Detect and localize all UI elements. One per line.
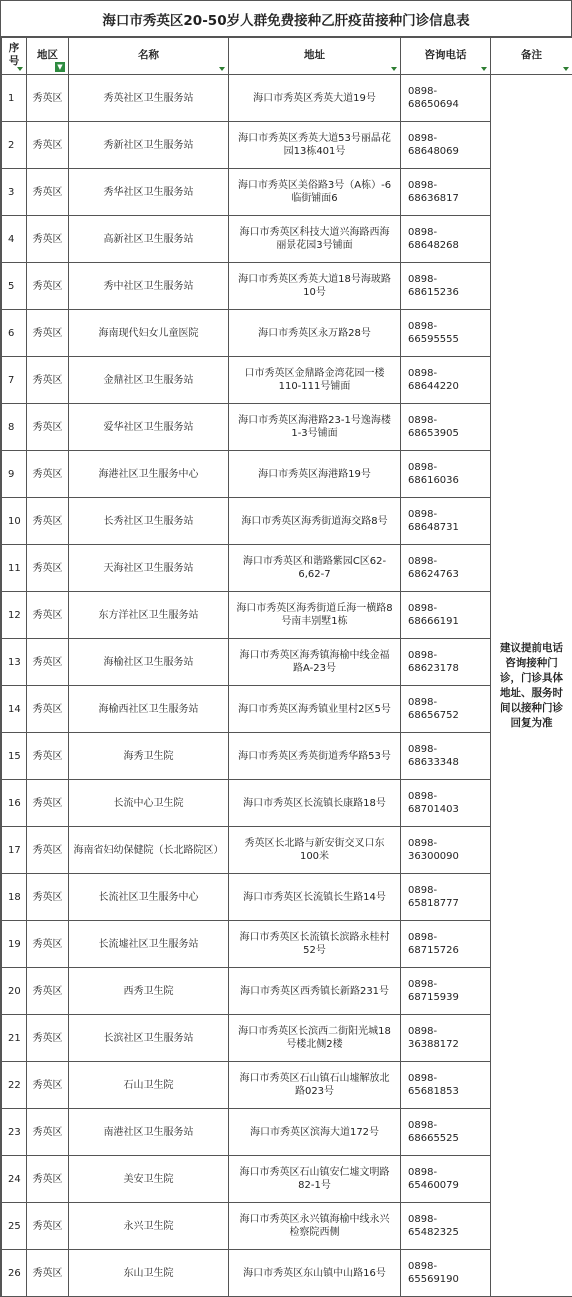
district-cell[interactable]: 秀英区 [27, 1203, 69, 1250]
clinic-name-cell[interactable]: 秀华社区卫生服务站 [69, 169, 229, 216]
table-row [2, 451, 572, 498]
table-row [2, 122, 572, 169]
row-number-cell[interactable]: 3 [2, 169, 27, 216]
address-cell[interactable]: 海口市秀英区长流镇长生路14号 [229, 874, 401, 921]
header-seq[interactable] [2, 38, 27, 75]
header-seq-label: 序号 [5, 42, 23, 68]
clinic-name-cell[interactable]: 高新社区卫生服务站 [69, 216, 229, 263]
table-row [2, 733, 572, 780]
header-note[interactable] [491, 38, 572, 75]
address-cell[interactable]: 海口市秀英区石山镇石山墟解放北路023号 [229, 1062, 401, 1109]
address-cell[interactable]: 海口市秀英区秀英大道53号丽晶花园13栋401号 [229, 122, 401, 169]
table-row [2, 968, 572, 1015]
header-phone-label: 咨询电话 [425, 49, 467, 61]
table-row [2, 498, 572, 545]
phone-cell[interactable]: 0898-68636817 [401, 169, 491, 216]
table-body [2, 75, 572, 1297]
table-row [2, 310, 572, 357]
dropdown-arrow-icon[interactable] [17, 67, 23, 71]
district-cell[interactable]: 秀英区 [27, 1109, 69, 1156]
row-number-cell[interactable]: 8 [2, 404, 27, 451]
dropdown-arrow-icon[interactable] [219, 67, 225, 71]
phone-cell[interactable]: 0898-65818777 [401, 874, 491, 921]
phone-cell[interactable]: 0898-68633348 [401, 733, 491, 780]
address-cell[interactable]: 秀英区长北路与新安街交叉口东100米 [229, 827, 401, 874]
note-cell[interactable]: 建议提前电话咨询接种门诊，门诊具体地址、服务时间以接种门诊回复为准 [491, 75, 572, 1297]
clinic-name-cell[interactable]: 秀新社区卫生服务站 [69, 122, 229, 169]
clinic-name-cell[interactable]: 长秀社区卫生服务站 [69, 498, 229, 545]
district-cell[interactable]: 秀英区 [27, 733, 69, 780]
address-cell[interactable]: 海口市秀英区东山镇中山路16号 [229, 1250, 401, 1297]
address-cell[interactable]: 海口市秀英区滨海大道172号 [229, 1109, 401, 1156]
clinic-name-cell[interactable]: 南港社区卫生服务站 [69, 1109, 229, 1156]
district-cell[interactable]: 秀英区 [27, 780, 69, 827]
address-cell[interactable]: 海口市秀英区长滨西二街阳光城18号楼北侧2楼 [229, 1015, 401, 1062]
clinic-name-cell[interactable]: 长流墟社区卫生服务站 [69, 921, 229, 968]
table-row [2, 545, 572, 592]
district-cell[interactable]: 秀英区 [27, 357, 69, 404]
row-number-cell[interactable]: 2 [2, 122, 27, 169]
address-cell[interactable]: 海口市秀英区长流镇长滨路永桂村52号 [229, 921, 401, 968]
clinic-name-cell[interactable]: 秀英社区卫生服务站 [69, 75, 229, 122]
table-row [2, 1015, 572, 1062]
phone-cell[interactable]: 0898-36300090 [401, 827, 491, 874]
address-cell[interactable]: 海口市秀英区海港路23-1号逸海楼1-3号铺面 [229, 404, 401, 451]
phone-cell[interactable]: 0898-68650694 [401, 75, 491, 122]
clinic-name-cell[interactable]: 东方洋社区卫生服务站 [69, 592, 229, 639]
district-cell[interactable]: 秀英区 [27, 498, 69, 545]
clinic-name-cell[interactable]: 石山卫生院 [69, 1062, 229, 1109]
clinic-name-cell[interactable]: 长滨社区卫生服务站 [69, 1015, 229, 1062]
header-address-label: 地址 [304, 49, 325, 61]
row-number-cell[interactable]: 26 [2, 1250, 27, 1297]
header-phone[interactable] [401, 38, 491, 75]
phone-cell[interactable]: 0898-65460079 [401, 1156, 491, 1203]
table-row [2, 357, 572, 404]
phone-cell[interactable]: 0898-68648069 [401, 122, 491, 169]
row-number-cell[interactable]: 11 [2, 545, 27, 592]
clinic-name-cell[interactable]: 爱华社区卫生服务站 [69, 404, 229, 451]
table-row [2, 780, 572, 827]
phone-cell[interactable]: 0898-68653905 [401, 404, 491, 451]
table-row [2, 75, 572, 122]
dropdown-arrow-icon[interactable] [481, 67, 487, 71]
row-number-cell[interactable]: 13 [2, 639, 27, 686]
table-row [2, 1156, 572, 1203]
district-cell[interactable]: 秀英区 [27, 921, 69, 968]
clinic-name-cell[interactable]: 海榆社区卫生服务站 [69, 639, 229, 686]
district-cell[interactable]: 秀英区 [27, 639, 69, 686]
phone-cell[interactable]: 0898-68648268 [401, 216, 491, 263]
district-cell[interactable]: 秀英区 [27, 592, 69, 639]
phone-cell[interactable]: 0898-65681853 [401, 1062, 491, 1109]
district-cell[interactable]: 秀英区 [27, 1015, 69, 1062]
address-cell[interactable]: 海口市秀英区秀英街道秀华路53号 [229, 733, 401, 780]
dropdown-arrow-icon[interactable] [563, 67, 569, 71]
table-row [2, 263, 572, 310]
row-number-cell[interactable]: 12 [2, 592, 27, 639]
table-row [2, 1203, 572, 1250]
phone-cell[interactable]: 0898-68615236 [401, 263, 491, 310]
phone-cell[interactable]: 0898-68701403 [401, 780, 491, 827]
header-name-label: 名称 [138, 49, 159, 61]
district-cell[interactable]: 秀英区 [27, 122, 69, 169]
row-number-cell[interactable]: 21 [2, 1015, 27, 1062]
address-cell[interactable]: 海口市秀英区永兴镇海榆中线永兴检察院西侧 [229, 1203, 401, 1250]
row-number-cell[interactable]: 5 [2, 263, 27, 310]
table-row [2, 592, 572, 639]
address-cell[interactable]: 海口市秀英区秀英大道19号 [229, 75, 401, 122]
row-number-cell[interactable]: 25 [2, 1203, 27, 1250]
address-cell[interactable]: 海口市秀英区秀英大道18号海玻路10号 [229, 263, 401, 310]
district-cell[interactable]: 秀英区 [27, 216, 69, 263]
phone-cell[interactable]: 0898-68656752 [401, 686, 491, 733]
clinic-name-cell[interactable]: 金鼎社区卫生服务站 [69, 357, 229, 404]
district-cell[interactable]: 秀英区 [27, 545, 69, 592]
sheet-title: 海口市秀英区20-50岁人群免费接种乙肝疫苗接种门诊信息表 [1, 0, 572, 37]
address-cell[interactable]: 口市秀英区金鼎路金湾花园一楼110-111号铺面 [229, 357, 401, 404]
table-row [2, 874, 572, 921]
phone-cell[interactable]: 0898-36388172 [401, 1015, 491, 1062]
address-cell[interactable]: 海口市秀英区海秀街道海交路8号 [229, 498, 401, 545]
district-cell[interactable]: 秀英区 [27, 263, 69, 310]
row-number-cell[interactable]: 4 [2, 216, 27, 263]
row-number-cell[interactable]: 15 [2, 733, 27, 780]
phone-cell[interactable]: 0898-65569190 [401, 1250, 491, 1297]
phone-cell[interactable]: 0898-68623178 [401, 639, 491, 686]
row-number-cell[interactable]: 16 [2, 780, 27, 827]
clinic-name-cell[interactable]: 永兴卫生院 [69, 1203, 229, 1250]
row-number-cell[interactable]: 17 [2, 827, 27, 874]
district-cell[interactable]: 秀英区 [27, 1062, 69, 1109]
table-row [2, 1109, 572, 1156]
address-cell[interactable]: 海口市秀英区海秀街道丘海一横路8号南丰别墅1栋 [229, 592, 401, 639]
address-cell[interactable]: 海口市秀英区海秀镇海榆中线金福路A-23号 [229, 639, 401, 686]
row-number-cell[interactable]: 20 [2, 968, 27, 1015]
phone-cell[interactable]: 0898-68616036 [401, 451, 491, 498]
table-row [2, 404, 572, 451]
district-cell[interactable]: 秀英区 [27, 169, 69, 216]
district-cell[interactable]: 秀英区 [27, 75, 69, 122]
phone-cell[interactable]: 0898-68715726 [401, 921, 491, 968]
address-cell[interactable]: 海口市秀英区永万路28号 [229, 310, 401, 357]
header-address[interactable] [229, 38, 401, 75]
table-row [2, 1250, 572, 1297]
district-cell[interactable]: 秀英区 [27, 451, 69, 498]
clinic-name-cell[interactable]: 海南省妇幼保健院（长北路院区） [69, 827, 229, 874]
header-district[interactable] [27, 38, 69, 75]
clinic-name-cell[interactable]: 海南现代妇女儿童医院 [69, 310, 229, 357]
district-cell[interactable]: 秀英区 [27, 1156, 69, 1203]
table-row [2, 216, 572, 263]
district-cell[interactable]: 秀英区 [27, 874, 69, 921]
row-number-cell[interactable]: 10 [2, 498, 27, 545]
phone-cell[interactable]: 0898-68644220 [401, 357, 491, 404]
phone-cell[interactable]: 0898-68715939 [401, 968, 491, 1015]
row-number-cell[interactable]: 23 [2, 1109, 27, 1156]
phone-cell[interactable]: 0898-65482325 [401, 1203, 491, 1250]
clinic-name-cell[interactable]: 秀中社区卫生服务站 [69, 263, 229, 310]
clinic-name-cell[interactable]: 西秀卫生院 [69, 968, 229, 1015]
phone-cell[interactable]: 0898-68648731 [401, 498, 491, 545]
header-row [2, 38, 572, 75]
table-row [2, 686, 572, 733]
table-row [2, 827, 572, 874]
table-row [2, 639, 572, 686]
district-cell[interactable]: 秀英区 [27, 1250, 69, 1297]
phone-cell[interactable]: 0898-68665525 [401, 1109, 491, 1156]
address-cell[interactable]: 海口市秀英区西秀镇长新路231号 [229, 968, 401, 1015]
district-cell[interactable]: 秀英区 [27, 686, 69, 733]
district-cell[interactable]: 秀英区 [27, 827, 69, 874]
clinic-name-cell[interactable]: 长流社区卫生服务中心 [69, 874, 229, 921]
row-number-cell[interactable]: 1 [2, 75, 27, 122]
table-row [2, 169, 572, 216]
address-cell[interactable]: 海口市秀英区海秀镇业里村2区5号 [229, 686, 401, 733]
filter-funnel-icon[interactable]: ▼ [55, 62, 65, 72]
phone-cell[interactable]: 0898-66595555 [401, 310, 491, 357]
clinic-name-cell[interactable]: 海榆西社区卫生服务站 [69, 686, 229, 733]
district-cell[interactable]: 秀英区 [27, 310, 69, 357]
address-cell[interactable]: 海口市秀英区美俗路3号（A栋）-6临街铺面6 [229, 169, 401, 216]
clinic-name-cell[interactable]: 美安卫生院 [69, 1156, 229, 1203]
row-number-cell[interactable]: 7 [2, 357, 27, 404]
row-number-cell[interactable]: 18 [2, 874, 27, 921]
table-row [2, 1062, 572, 1109]
dropdown-arrow-icon[interactable] [391, 67, 397, 71]
row-number-cell[interactable]: 9 [2, 451, 27, 498]
district-cell[interactable]: 秀英区 [27, 404, 69, 451]
row-number-cell[interactable]: 24 [2, 1156, 27, 1203]
address-cell[interactable]: 海口市秀英区长流镇长康路18号 [229, 780, 401, 827]
address-cell[interactable]: 海口市秀英区石山镇安仁墟文明路82-1号 [229, 1156, 401, 1203]
clinic-table [1, 37, 572, 1297]
clinic-name-cell[interactable]: 海港社区卫生服务中心 [69, 451, 229, 498]
clinic-name-cell[interactable]: 天海社区卫生服务站 [69, 545, 229, 592]
clinic-name-cell[interactable]: 海秀卫生院 [69, 733, 229, 780]
address-cell[interactable]: 海口市秀英区海港路19号 [229, 451, 401, 498]
clinic-name-cell[interactable]: 长流中心卫生院 [69, 780, 229, 827]
phone-cell[interactable]: 0898-68666191 [401, 592, 491, 639]
header-name[interactable] [69, 38, 229, 75]
header-note-label: 备注 [521, 49, 542, 61]
table-row [2, 921, 572, 968]
address-cell[interactable]: 海口市秀英区科技大道兴海路西海丽景花园3号铺面 [229, 216, 401, 263]
district-cell[interactable]: 秀英区 [27, 968, 69, 1015]
phone-cell[interactable]: 0898-68624763 [401, 545, 491, 592]
clinic-name-cell[interactable]: 东山卫生院 [69, 1250, 229, 1297]
row-number-cell[interactable]: 14 [2, 686, 27, 733]
row-number-cell[interactable]: 19 [2, 921, 27, 968]
address-cell[interactable]: 海口市秀英区和谐路紫园C区62-6,62-7 [229, 545, 401, 592]
row-number-cell[interactable]: 6 [2, 310, 27, 357]
row-number-cell[interactable]: 22 [2, 1062, 27, 1109]
header-district-label: 地区 [37, 49, 58, 61]
